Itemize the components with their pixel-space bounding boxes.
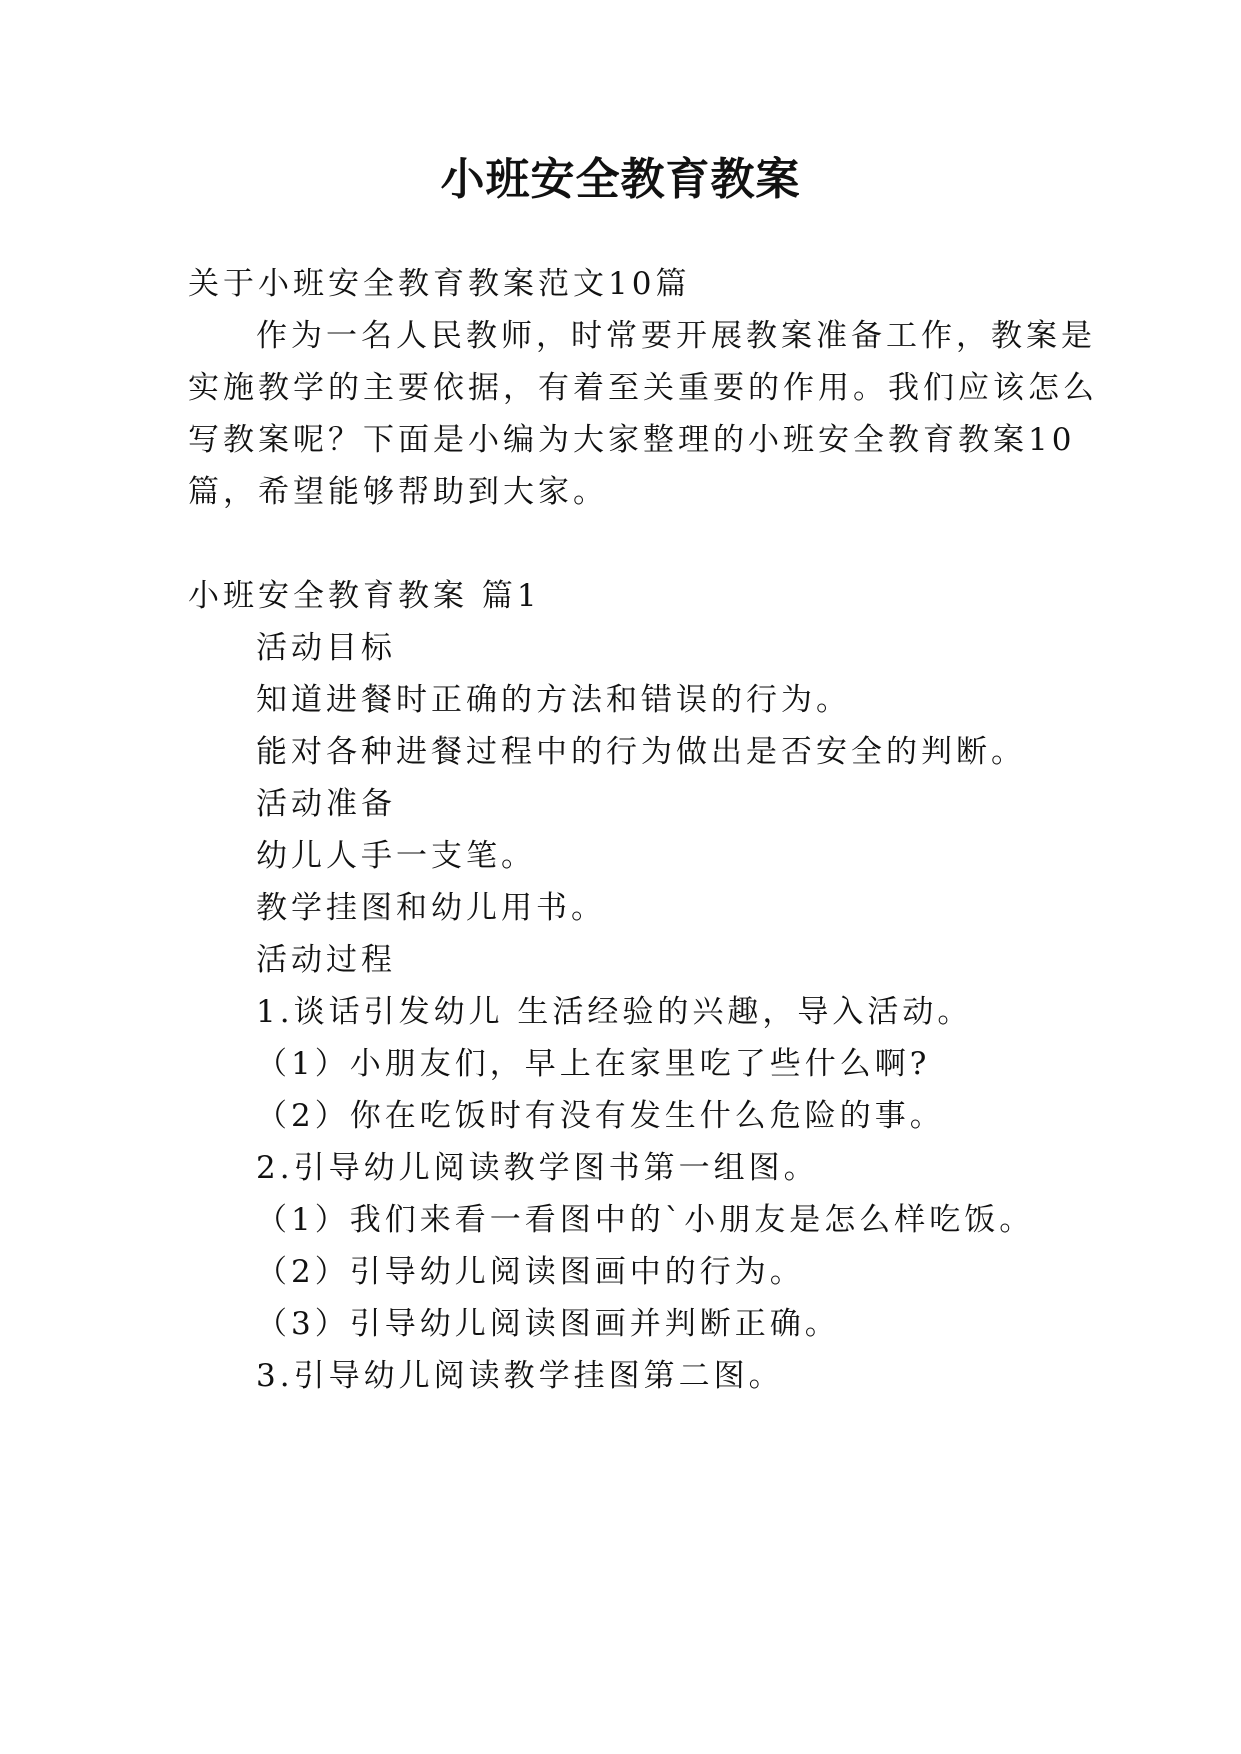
- section-heading: 小班安全教育教案 篇1: [188, 578, 541, 614]
- prep-item: 教学挂图和幼儿用书。: [256, 890, 606, 926]
- prep-item: 幼儿人手一支笔。: [256, 838, 536, 874]
- intro-line: 作为一名人民教师，时常要开展教案准备工作，教案是: [256, 318, 1096, 354]
- process-substep: （3）引导幼儿阅读图画并判断正确。: [256, 1306, 840, 1342]
- intro-line: 实施教学的主要依据，有着至关重要的作用。我们应该怎么: [188, 370, 1098, 406]
- process-substep: （1）我们来看一看图中的`小朋友是怎么样吃饭。: [256, 1202, 1035, 1238]
- prep-heading: 活动准备: [256, 786, 396, 822]
- process-step: 1.谈话引发幼儿 生活经验的兴趣，导入活动。: [256, 994, 973, 1030]
- intro-line: 写教案呢？下面是小编为大家整理的小班安全教育教案10: [188, 422, 1076, 458]
- process-heading: 活动过程: [256, 942, 396, 978]
- process-substep: （2）引导幼儿阅读图画中的行为。: [256, 1254, 805, 1290]
- intro-line: 篇，希望能够帮助到大家。: [188, 474, 608, 510]
- process-substep: （2）你在吃饭时有没有发生什么危险的事。: [256, 1098, 945, 1134]
- process-step: 3.引导幼儿阅读教学挂图第二图。: [256, 1358, 784, 1394]
- goal-item: 知道进餐时正确的方法和错误的行为。: [256, 682, 851, 718]
- goal-heading: 活动目标: [256, 630, 396, 666]
- process-step: 2.引导幼儿阅读教学图书第一组图。: [256, 1150, 819, 1186]
- process-substep: （1）小朋友们，早上在家里吃了些什么啊?: [256, 1046, 931, 1082]
- document-title: 小班安全教育教案: [440, 154, 801, 205]
- document-subtitle: 关于小班安全教育教案范文10篇: [188, 266, 691, 302]
- goal-item: 能对各种进餐过程中的行为做出是否安全的判断。: [256, 734, 1026, 770]
